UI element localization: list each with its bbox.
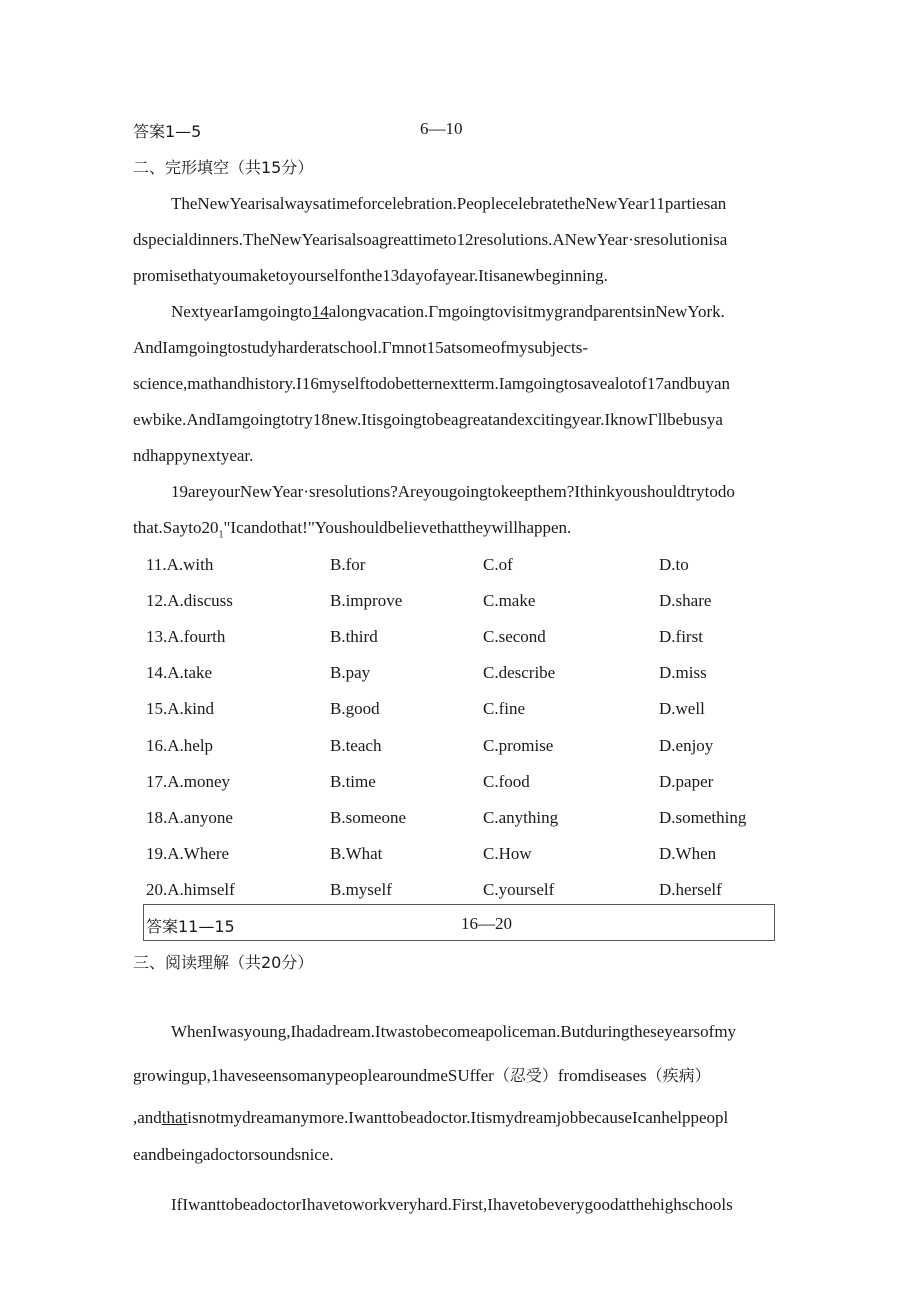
text-line — [133, 518, 571, 540]
section-title-reading: 三、阅读理解（共20分） — [133, 953, 314, 972]
answer-label-1-5: 答案1—5 — [133, 122, 202, 141]
text-line: AndIamgoingtostudyharderatschool.Γmnot15atsomeofmysubjects- — [133, 338, 589, 357]
text-line: TheNewYearisalwaysatimeforcelebration.PeoplecelebratetheNewYear11partiesan — [171, 194, 727, 213]
text-span: ,and — [133, 1108, 162, 1127]
option-14-d: D.miss — [659, 663, 707, 683]
option-20-d: D.herself — [659, 879, 722, 899]
option-15-b: B.good — [330, 699, 380, 719]
option-15-c: C.fine — [483, 699, 526, 719]
text-line: 19areyourNewYear·sresolutions?Areyougoingtokeepthem?Ithinkyoushouldtrytodo — [171, 482, 735, 501]
option-20-b: B.myself — [330, 879, 392, 899]
text-span: fromdiseases — [557, 1066, 647, 1085]
answer-label-11-15: 答案11—15 — [146, 917, 235, 936]
text-span: alongvacation.Γmgoingtovisitmygrandparents — [328, 302, 643, 321]
answer-label-16-20: 16—20 — [461, 914, 512, 933]
text-line: WhenIwasyoung,Ihadadream.Itwastobecomeapoliceman.Butduringtheseyearsofmy — [171, 1022, 737, 1041]
text-line: promisethatyoumaketoyourselfonthe13dayofayear.Itisanewbeginning. — [133, 266, 608, 285]
text-line — [133, 1063, 711, 1086]
gloss: （忍受） — [493, 1066, 558, 1085]
option-11-d: D.to — [659, 555, 689, 574]
text-line: science,mathandhistory.I16myselftodobetternextterm.Iamgoingtosavealotof17andbuyan — [133, 374, 731, 393]
option-18-a: 18.A.anyone — [146, 807, 233, 827]
text-line: ewbike.AndIamgoingtotry18new.Itisgoingtobeagreatandexcitingyear.IknowΓllbebusya — [133, 410, 723, 429]
option-13-d: D.first — [659, 627, 703, 647]
text-span: "Icandothat!"Youshouldbelievethattheywillhappen. — [223, 518, 572, 537]
option-14-c: C.describe — [483, 663, 556, 683]
option-13-a: 13.A.fourth — [146, 627, 226, 647]
option-19-c: C.How — [483, 843, 532, 863]
option-12-c: C.make — [483, 591, 536, 611]
option-14-b: B.pay — [330, 663, 371, 683]
option-12-b: B.improve — [330, 591, 403, 611]
option-17-c: C.food — [483, 771, 530, 791]
option-17-a: 17.A.money — [146, 771, 231, 791]
text-line — [133, 1108, 728, 1128]
gloss: （疾病） — [646, 1066, 711, 1085]
option-19-d: D.When — [659, 843, 717, 863]
option-13-b: B.third — [330, 627, 378, 647]
blank-14: 14 — [311, 302, 329, 321]
option-20-c: C.yourself — [483, 879, 555, 899]
option-18-b: B.someone — [330, 807, 407, 827]
option-14-a: 14.A.take — [146, 663, 213, 683]
option-13-c: C.second — [483, 627, 546, 647]
text-span: that.Sayto20 — [133, 518, 219, 537]
option-18-d: D.something — [659, 807, 747, 827]
option-15-d: D.well — [659, 699, 705, 719]
text-span: 1 — [218, 529, 224, 541]
text-span: inNewYork. — [642, 302, 725, 321]
option-18-c: C.anything — [483, 807, 559, 827]
option-12-d: D.share — [659, 591, 712, 611]
underlined-word: that — [161, 1108, 188, 1127]
text-span: Iamgoingto — [233, 302, 312, 321]
text-line: IfIwanttobeadoctorIhavetoworkveryhard.First,Ihavetobeverygoodatthehighschools — [171, 1195, 733, 1214]
text-line — [171, 302, 725, 322]
section-title-cloze: 二、完形填空（共15分） — [133, 158, 314, 177]
option-16-b: B.teach — [330, 735, 382, 755]
answer-box-11-20 — [143, 904, 775, 941]
text-line: ndhappynextyear. — [133, 446, 254, 465]
answer-label-6-10: 6—10 — [420, 119, 463, 138]
option-19-a: 19.A.Where — [146, 843, 230, 863]
option-11-a: 11.A.with — [146, 555, 214, 574]
text-line: eandbeingadoctorsoundsnice. — [133, 1145, 334, 1164]
option-19-b: B.What — [330, 843, 383, 863]
option-11-b: B.for — [330, 555, 366, 574]
option-16-d: D.enjoy — [659, 735, 714, 755]
text-line: dspecialdinners.TheNewYearisalsoagreattimeto12resolutions.ANewYear·sresolutionisa — [133, 230, 728, 249]
text-span: Nextyear — [171, 302, 234, 321]
text-span: isnotmydreamanymore.Iwanttobeadoctor.ItismydreamjobbecauseIcanhelppeopl — [187, 1108, 729, 1127]
option-17-b: B.time — [330, 771, 376, 791]
option-11-c: C.of — [483, 555, 513, 574]
text-span: growingup,1haveseensomanypeoplearoundmeSUffer — [133, 1066, 494, 1085]
option-17-d: D.paper — [659, 771, 714, 791]
option-16-c: C.promise — [483, 735, 554, 755]
option-16-a: 16.A.help — [146, 735, 214, 755]
option-15-a: 15.A.kind — [146, 699, 214, 719]
option-20-a: 20.A.himself — [146, 879, 235, 899]
option-12-a: 12.A.discuss — [146, 591, 233, 611]
